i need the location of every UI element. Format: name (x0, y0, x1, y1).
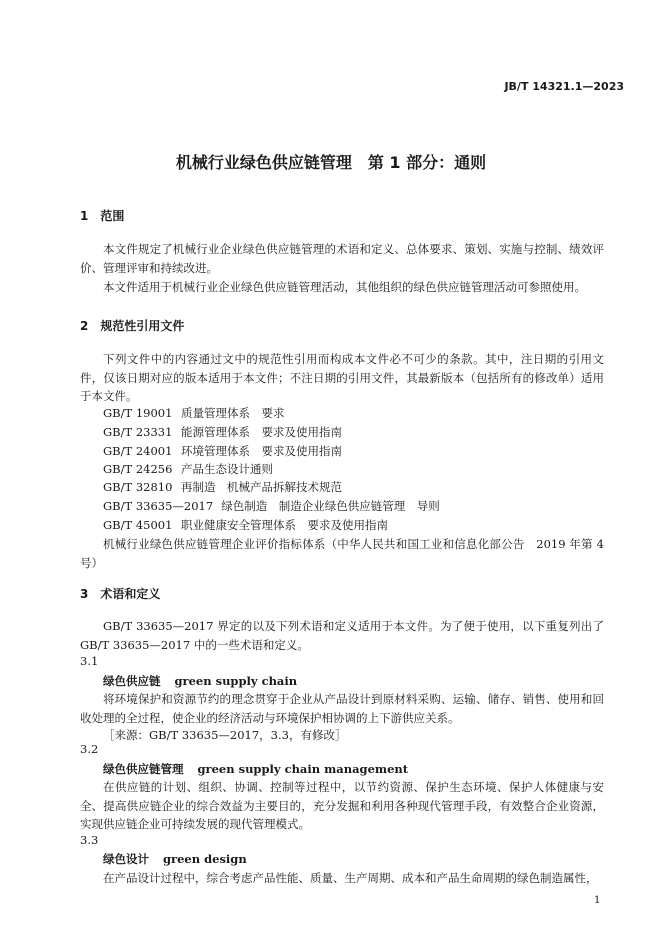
term-zh: 绿色供应链 (103, 674, 161, 688)
section-number: 1 (80, 209, 89, 223)
reference-code: GB/T 23331 (103, 425, 173, 439)
page-number: 1 (594, 895, 601, 906)
term-en: green supply chain (174, 674, 298, 688)
reference-title: 绿色制造 制造企业绿色供应链管理 导则 (221, 499, 440, 513)
term-number: 3.3 (80, 833, 99, 847)
term-en: green supply chain management (197, 762, 409, 776)
term-number: 3.1 (80, 654, 99, 668)
section-number: 3 (80, 587, 89, 601)
reference-item (103, 479, 342, 495)
term-zh: 绿色设计 (103, 852, 149, 866)
section-title: 规范性引用文件 (100, 319, 185, 333)
section-2-heading (80, 317, 184, 334)
term-en: green design (163, 852, 247, 866)
reference-title: 再制造 机械产品拆解技术规范 (181, 480, 342, 494)
section-1-heading (80, 207, 124, 224)
term-name (103, 851, 247, 867)
reference-title: 环境管理体系 要求及使用指南 (181, 444, 342, 458)
term-number: 3.2 (80, 742, 99, 756)
section-title: 术语和定义 (100, 587, 161, 601)
section-3-heading (80, 585, 160, 602)
term-definition: 在供应链的计划、组织、协调、控制等过程中，以节约资源、保护生态环境、保护人体健康与安全、提高供应链企业的综合效益为主要目的，充分发掘和利用各种现代管理手段，有效整合企业资源，实现供应链企业可持续发展的现代管理模式。 (80, 780, 604, 831)
section-title: 范围 (100, 209, 125, 223)
term-name (103, 761, 408, 777)
term-definition: 将环境保护和资源节约的理念贯穿于企业从产品设计到原材料采购、运输、储存、销售、使用和回收处理的全过程，使企业的经济活动与环境保护相协调的上下游供应关系。 (80, 692, 604, 725)
reference-item (103, 461, 273, 477)
reference-title: 职业健康安全管理体系 要求及使用指南 (181, 518, 388, 532)
reference-code: GB/T 24001 (103, 444, 173, 458)
reference-title: 产品生态设计通则 (181, 462, 273, 476)
reference-code: GB/T 45001 (103, 518, 173, 532)
section-number: 2 (80, 319, 89, 333)
reference-item (103, 517, 388, 533)
reference-item-last: 机械行业绿色供应链管理企业评价指标体系（中华人民共和国工业和信息化部公告 2019 年第 4 号） (80, 537, 604, 570)
reference-title: 质量管理体系 要求 (181, 406, 285, 420)
reference-code: GB/T 33635—2017 (103, 499, 214, 513)
scope-paragraph-1: 本文件规定了机械行业企业绿色供应链管理的术语和定义、总体要求、策划、实施与控制、绩效评价、管理评审和持续改进。 (80, 242, 604, 275)
reference-item (103, 443, 342, 459)
terms-intro: GB/T 33635—2017 界定的以及下列术语和定义适用于本文件。为了便于使用，以下重复列出了 GB/T 33635—2017 中的一些术语和定义。 (80, 619, 604, 652)
term-name (103, 673, 297, 689)
scope-paragraph-2: 本文件适用于机械行业企业绿色供应链管理活动，其他组织的绿色供应链管理活动可参照使用。 (103, 280, 586, 294)
term-definition: 在产品设计过程中，综合考虑产品性能、质量、生产周期、成本和产品生命周期的绿色制造属性， (103, 871, 598, 885)
reference-code: GB/T 19001 (103, 406, 173, 420)
reference-item (103, 424, 342, 440)
references-intro: 下列文件中的内容通过文中的规范性引用而构成本文件必不可少的条款。其中，注日期的引用文件，仅该日期对应的版本适用于本文件；不注日期的引用文件，其最新版本（包括所有的修改单）适用于本文件。 (80, 352, 604, 403)
reference-code: GB/T 32810 (103, 480, 173, 494)
reference-code: GB/T 24256 (103, 462, 173, 476)
term-zh: 绿色供应链管理 (103, 762, 184, 776)
reference-item (103, 498, 440, 514)
document-code: JB/T 14321.1—2023 (504, 80, 624, 93)
document-title: 机械行业绿色供应链管理 第 1 部分：通则 (175, 153, 487, 172)
reference-item (103, 405, 285, 421)
reference-title: 能源管理体系 要求及使用指南 (181, 425, 342, 439)
term-source: ［来源：GB/T 33635—2017，3.3，有修改］ (103, 728, 347, 742)
